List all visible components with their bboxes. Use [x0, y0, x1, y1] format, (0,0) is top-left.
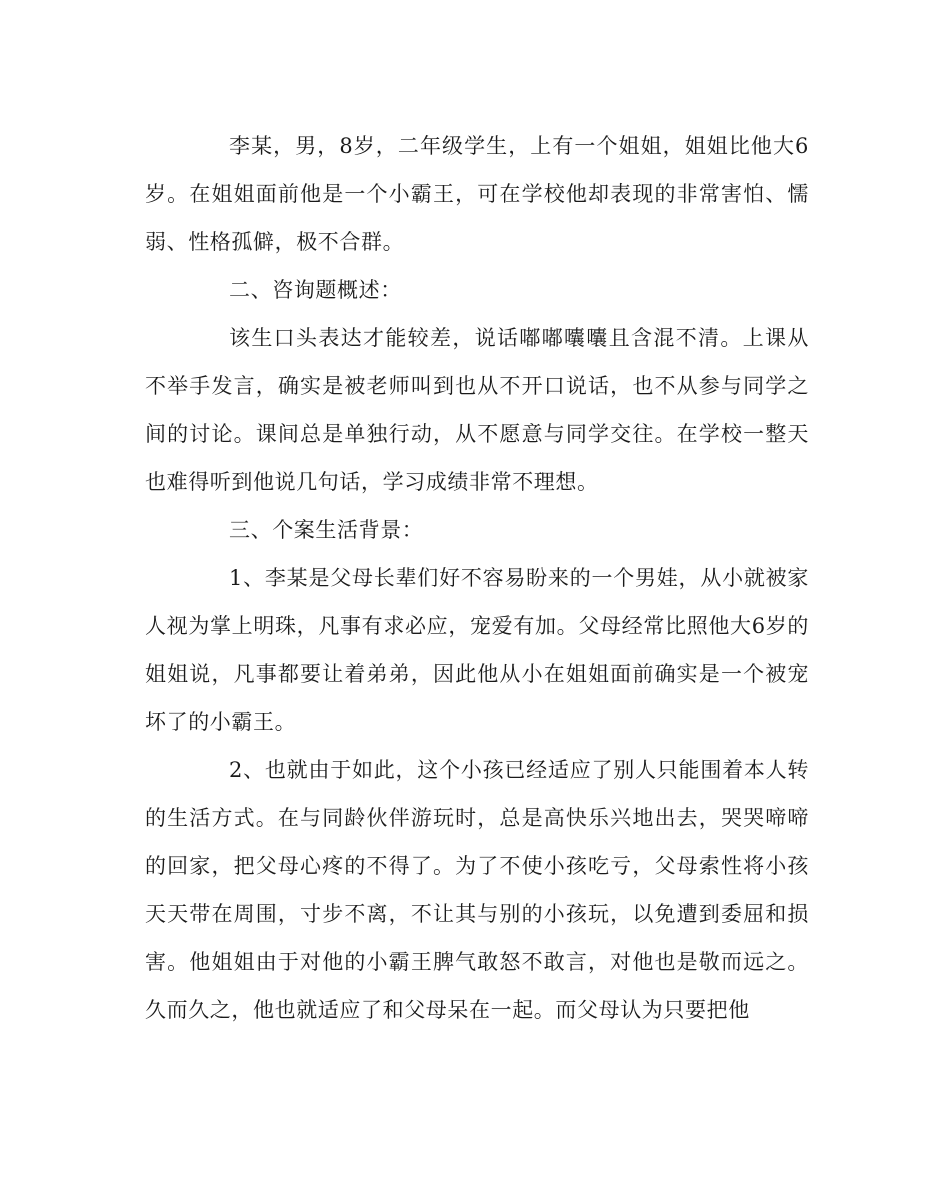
paragraph-background-item-1: 1、李某是父母长辈们好不容易盼来的一个男娃，从小就被家人视为掌上明珠，凡事有求必应，宠爱有加。父母经常比照他大6岁的姐姐说，凡事都要让着弟弟，因此他从小在姐姐面前确实是一个被宠坏了的小霸王。: [145, 566, 809, 734]
paragraph-consultation-overview: 该生口头表达才能较差，说话嘟嘟囔囔且含混不清。上课从不举手发言，确实是被老师叫到也从不开口说话，也不从参与同学之间的讨论。课间总是单独行动，从不愿意与同学交往。在学校一整天也难得听到他说几句话，学习成绩非常不理想。: [145, 326, 809, 494]
paragraph-background-item-2: 2、也就由于如此，这个小孩已经适应了别人只能围着本人转的生活方式。在与同龄伙伴游玩时，总是高快乐兴地出去，哭哭啼啼的回家，把父母心疼的不得了。为了不使小孩吃亏，父母索性将小孩天天带在周围，寸步不离，不让其与别的小孩玩，以免遭到委屈和损害。他姐姐由于对他的小霸王脾气敢怒不敢言，对他也是敬而远之。久而久之，他也就适应了和父母呆在一起。而父母认为只要把他: [145, 758, 809, 1022]
paragraph-intro: 李某，男，8岁，二年级学生，上有一个姐姐，姐姐比他大6岁。在姐姐面前他是一个小霸王，可在学校他却表现的非常害怕、懦弱、性格孤僻，极不合群。: [145, 134, 809, 254]
section-heading-consultation-overview: 二、咨询题概述：: [229, 278, 402, 302]
section-heading-life-background: 三、个案生活背景：: [229, 518, 424, 542]
document-body: [145, 122, 809, 1034]
